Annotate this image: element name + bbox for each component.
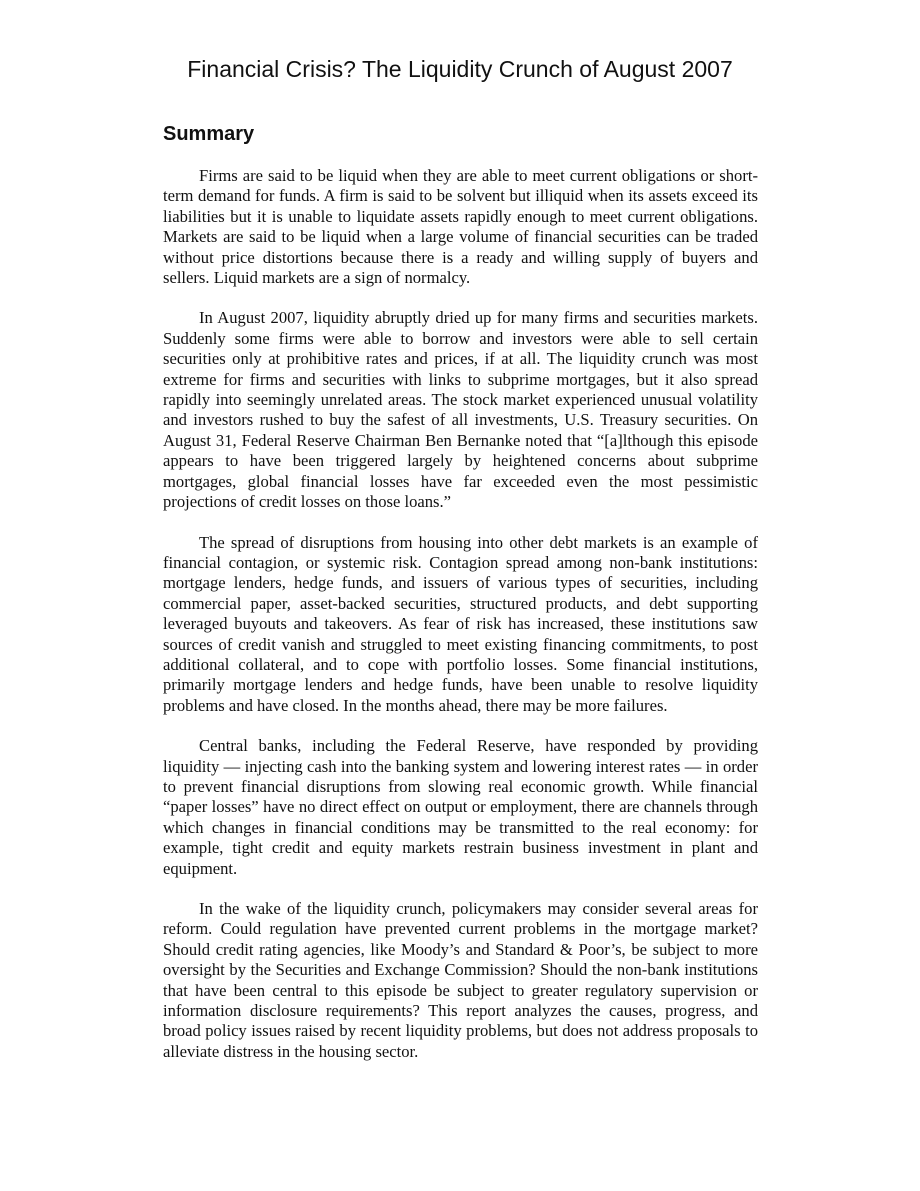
section-heading-summary: Summary <box>163 123 255 145</box>
summary-paragraph-2: In August 2007, liquidity abruptly dried up for many firms and securities markets. Suddenly some firms were able to borrow and investors were able to sell certain securities only at prohibitive rates and prices, if at all. The liquidity crunch was most extreme for firms and securities with links to subprime mortgages, but it also spread rapidly into seemingly unrelated areas. The stock market experienced unusual volatility and investors rushed to buy the safest of all investments, U.S. Treasury securities. On August 31, Federal Reserve Chairman Ben Bernanke noted that “[a]lthough this episode appears to have been triggered largely by heightened concerns about subprime mortgages, global financial losses have far exceeded even the most pessimistic projections of credit losses on those loans.” <box>163 308 758 512</box>
summary-paragraph-4: Central banks, including the Federal Reserve, have responded by providing liquidity — injecting cash into the banking system and lowering interest rates — in order to prevent financial disruptions from slowing real economic growth. While financial “paper losses” have no direct effect on output or employment, there are channels through which changes in financial conditions may be transmitted to the real economy: for example, tight credit and equity markets restrain business investment in plant and equipment. <box>163 736 758 878</box>
summary-paragraph-5: In the wake of the liquidity crunch, policymakers may consider several areas for reform. Could regulation have prevented current problems in the mortgage market? Should credit rating agencies, like Moody’s and Standard & Poor’s, be subject to more oversight by the Securities and Exchange Commission? Should the non-bank institutions that have been central to this episode be subject to greater regulatory supervision or information disclosure requirements? This report analyzes the causes, progress, and broad policy issues raised by recent liquidity problems, but does not address proposals to alleviate distress in the housing sector. <box>163 899 758 1061</box>
summary-body <box>163 166 758 1082</box>
document-title: Financial Crisis? The Liquidity Crunch of August 2007 <box>187 56 733 82</box>
summary-paragraph-1: Firms are said to be liquid when they are able to meet current obligations or short-term demand for funds. A firm is said to be solvent but illiquid when its assets exceed its liabilities but it is unable to liquidate assets rapidly enough to meet current obligations. Markets are said to be liquid when a large volume of financial securities can be traded without price distortions because there is a ready and willing supply of buyers and sellers. Liquid markets are a sign of normalcy. <box>163 166 758 288</box>
summary-paragraph-3: The spread of disruptions from housing into other debt markets is an example of financial contagion, or systemic risk. Contagion spread among non-bank institutions: mortgage lenders, hedge funds, and issuers of various types of securities, including commercial paper, asset-backed securities, structured products, and debt supporting leveraged buyouts and takeovers. As fear of risk has increased, these institutions saw sources of credit vanish and struggled to meet existing financing commitments, to post additional collateral, and to cope with portfolio losses. Some financial institutions, primarily mortgage lenders and hedge funds, have been unable to resolve liquidity problems and have closed. In the months ahead, there may be more failures. <box>163 532 758 715</box>
